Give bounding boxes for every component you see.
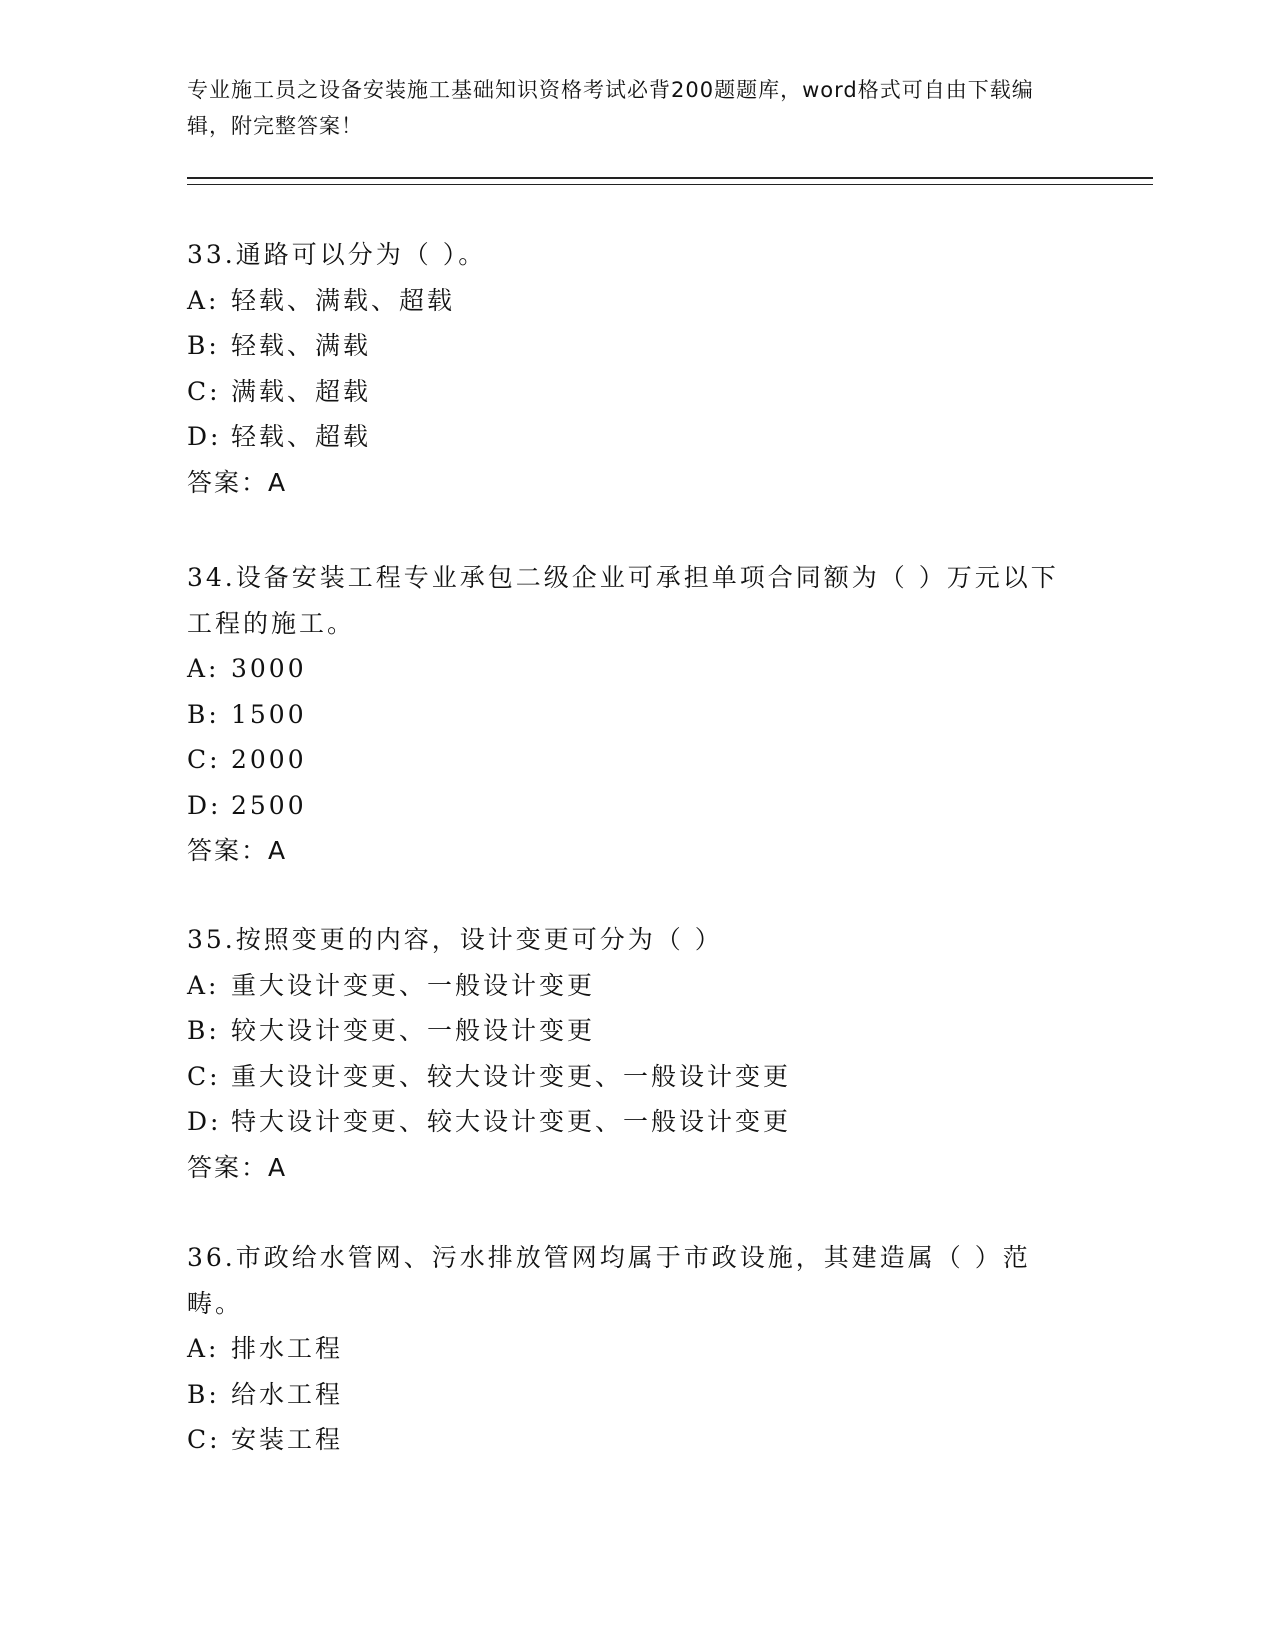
option-text: 2000 bbox=[231, 745, 307, 774]
option-a bbox=[187, 278, 1067, 324]
option-letter: A: bbox=[187, 654, 220, 683]
option-text: 重大设计变更、较大设计变更、一般设计变更 bbox=[231, 1061, 792, 1091]
option-text: 3000 bbox=[231, 654, 307, 683]
option-text: 给水工程 bbox=[231, 1379, 344, 1409]
option-b bbox=[187, 1372, 1067, 1418]
document-header bbox=[187, 72, 1067, 144]
answer-line: 答案：A bbox=[187, 836, 288, 865]
question-title: 33.通路可以分为（ ）。 bbox=[187, 240, 487, 269]
option-letter: C: bbox=[187, 1425, 221, 1454]
question-34 bbox=[187, 555, 1067, 874]
option-c bbox=[187, 1054, 1067, 1100]
option-letter: A: bbox=[187, 285, 220, 315]
option-b bbox=[187, 692, 1067, 738]
question-title: 36.市政给水管网、污水排放管网均属于市政设施，其建造属（ ）范畴。 bbox=[187, 1243, 1031, 1318]
option-text: 2500 bbox=[231, 790, 307, 820]
option-text: 特大设计变更、较大设计变更、一般设计变更 bbox=[231, 1107, 792, 1136]
option-letter: A: bbox=[187, 970, 220, 1000]
option-letter: B: bbox=[187, 1379, 220, 1409]
answer-line: 答案：A bbox=[187, 1152, 288, 1182]
option-c bbox=[187, 1417, 1067, 1463]
option-d bbox=[187, 414, 1067, 460]
option-b bbox=[187, 323, 1067, 369]
option-letter: B: bbox=[187, 699, 220, 729]
option-text: 满载、超载 bbox=[231, 376, 372, 406]
question-title: 34.设备安装工程专业承包二级企业可承担单项合同额为（ ）万元以下工程的施工。 bbox=[187, 563, 1059, 638]
option-text: 轻载、满载、超载 bbox=[231, 285, 456, 315]
option-c bbox=[187, 369, 1067, 415]
option-letter: A: bbox=[187, 1334, 220, 1363]
question-36 bbox=[187, 1235, 1067, 1463]
question-33 bbox=[187, 232, 1067, 505]
option-letter: B: bbox=[187, 331, 220, 360]
question-35 bbox=[187, 917, 1067, 1190]
option-text: 轻载、满载 bbox=[231, 331, 372, 360]
answer-line: 答案：A bbox=[187, 467, 288, 497]
option-a bbox=[187, 646, 1067, 692]
option-letter: B: bbox=[187, 1016, 220, 1045]
option-a bbox=[187, 1326, 1067, 1372]
option-d bbox=[187, 1099, 1067, 1145]
option-text: 1500 bbox=[231, 699, 307, 729]
option-letter: D: bbox=[187, 422, 222, 451]
option-c bbox=[187, 737, 1067, 783]
question-title: 35.按照变更的内容，设计变更可分为（ ） bbox=[187, 925, 723, 954]
option-letter: C: bbox=[187, 1061, 221, 1091]
option-letter: C: bbox=[187, 376, 221, 406]
header-divider bbox=[187, 177, 1153, 185]
option-b bbox=[187, 1008, 1067, 1054]
option-letter: C: bbox=[187, 745, 221, 774]
option-text: 轻载、超载 bbox=[231, 422, 372, 451]
option-text: 重大设计变更、一般设计变更 bbox=[231, 970, 596, 1000]
option-a bbox=[187, 963, 1067, 1009]
header-title: 专业施工员之设备安装施工基础知识资格考试必背200题题库，word格式可自由下载编辑，附完整答案！ bbox=[187, 78, 1034, 138]
option-text: 较大设计变更、一般设计变更 bbox=[231, 1016, 596, 1045]
option-letter: D: bbox=[187, 790, 222, 820]
option-text: 安装工程 bbox=[231, 1425, 344, 1454]
option-letter: D: bbox=[187, 1107, 222, 1136]
option-d bbox=[187, 783, 1067, 829]
option-text: 排水工程 bbox=[231, 1334, 344, 1363]
